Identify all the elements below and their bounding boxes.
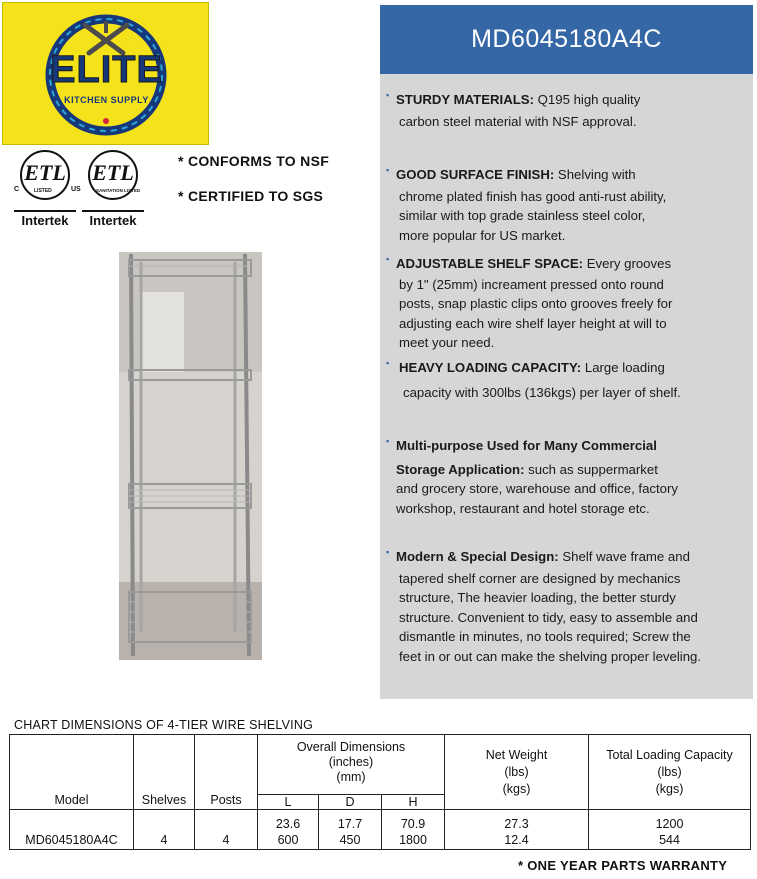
feature-text: carbon steel material with NSF approval. bbox=[399, 113, 637, 129]
header-line: (mm) bbox=[336, 770, 366, 784]
feature-sturdy-materials bbox=[386, 90, 746, 131]
feature-heading: STURDY MATERIALS: bbox=[396, 92, 534, 107]
cell-value-kgs: 12.4 bbox=[504, 833, 529, 847]
feature-text: workshop, restaurant and hotel storage etc. bbox=[396, 500, 650, 516]
header-height: H bbox=[382, 795, 445, 810]
cell-value-mm: 1800 bbox=[399, 833, 427, 847]
wire-shelving-image bbox=[119, 252, 262, 660]
cell-model: MD6045180A4C bbox=[10, 810, 134, 850]
bullet-icon: ▪ bbox=[386, 358, 390, 368]
intertek-label: Intertek bbox=[14, 210, 76, 228]
feature-text: similar with top grade stainless steel color, bbox=[399, 208, 646, 223]
feature-text: by 1" (25mm) increament pressed onto round bbox=[399, 276, 664, 292]
feature-heading: ADJUSTABLE SHELF SPACE: bbox=[396, 256, 584, 271]
header-line: (lbs) bbox=[504, 765, 529, 779]
cell-length bbox=[258, 810, 319, 850]
header-line: Net Weight bbox=[485, 748, 548, 762]
feature-text: meet your need. bbox=[399, 335, 495, 350]
feature-text: structure. Convenient to tidy, easy to assemble and bbox=[399, 609, 698, 625]
feature-heading: GOOD SURFACE FINISH: bbox=[396, 167, 555, 182]
warranty-note: * ONE YEAR PARTS WARRANTY bbox=[518, 858, 728, 873]
feature-text: Shelving with bbox=[554, 167, 636, 182]
feature-text: dismantle in minutes, no tools required; Screw the bbox=[399, 629, 691, 644]
cell-value-mm: 600 bbox=[277, 833, 299, 847]
header-line: (kgs) bbox=[655, 782, 684, 796]
cell-value-in: 70.9 bbox=[400, 817, 426, 831]
header-line: Overall Dimensions bbox=[296, 740, 406, 754]
cell-net-weight bbox=[445, 810, 589, 850]
feature-text: capacity with 300lbs (136kgs) per layer of shelf. bbox=[403, 384, 681, 400]
chart-title: CHART DIMENSIONS OF 4-TIER WIRE SHELVING bbox=[14, 718, 314, 732]
header-line: (inches) bbox=[328, 755, 374, 769]
feature-text: tapered shelf corner are designed by mechanics bbox=[399, 570, 681, 586]
bullet-icon: ▪ bbox=[386, 436, 390, 446]
dimension-table bbox=[9, 734, 751, 850]
etl-mark: ETL bbox=[24, 160, 66, 185]
feature-loading-capacity bbox=[386, 358, 746, 402]
feature-heading-cont: Storage Application: bbox=[396, 461, 525, 477]
feature-text: adjusting each wire shelf layer height at will to bbox=[399, 315, 667, 331]
header-depth: D bbox=[319, 795, 382, 810]
cell-value-lbs: 27.3 bbox=[504, 817, 529, 831]
cell-height bbox=[382, 810, 445, 850]
feature-modern-design bbox=[386, 547, 746, 666]
feature-heading: Multi-purpose Used for Many Commercial bbox=[396, 438, 657, 453]
feature-text: Q195 high quality bbox=[533, 92, 641, 107]
feature-text: Every grooves bbox=[583, 256, 672, 271]
header-overall-dimensions bbox=[258, 735, 445, 795]
header-line: (kgs) bbox=[502, 782, 531, 796]
feature-text: Large loading bbox=[581, 360, 665, 375]
feature-heading: HEAVY LOADING CAPACITY: bbox=[399, 360, 582, 375]
cell-value-kgs: 544 bbox=[659, 833, 680, 847]
cell-depth bbox=[319, 810, 382, 850]
cell-shelves: 4 bbox=[134, 810, 195, 850]
logo-brand: ELITE bbox=[50, 49, 163, 91]
elite-logo bbox=[2, 2, 209, 145]
claim-sgs: * CERTIFIED TO SGS bbox=[178, 188, 324, 204]
cell-value-in: 17.7 bbox=[337, 817, 363, 831]
header-model: Model bbox=[10, 735, 134, 810]
header-capacity bbox=[589, 735, 751, 810]
header-shelves: Shelves bbox=[134, 735, 195, 810]
etl-lower-label: SANITATION LISTED bbox=[96, 188, 141, 193]
feature-heading: Modern & Special Design: bbox=[396, 549, 559, 564]
etl-listed-mark bbox=[14, 150, 81, 230]
intertek-label: Intertek bbox=[82, 210, 144, 228]
feature-text: more popular for US market. bbox=[399, 227, 566, 243]
header-line: (lbs) bbox=[657, 765, 682, 779]
cell-capacity bbox=[589, 810, 751, 850]
etl-left-label: C bbox=[14, 186, 20, 193]
feature-text: posts, snap plastic clips onto grooves freely for bbox=[399, 296, 673, 311]
etl-mark: ETL bbox=[92, 160, 134, 185]
etl-lower-label: LISTED bbox=[34, 188, 52, 194]
claim-nsf: * CONFORMS TO NSF bbox=[178, 153, 330, 169]
bullet-icon: ▪ bbox=[386, 165, 390, 175]
cell-value-lbs: 1200 bbox=[655, 817, 684, 831]
header-length: L bbox=[258, 795, 319, 810]
logo-subtitle: KITCHEN SUPPLY bbox=[64, 95, 149, 105]
header-line: Total Loading Capacity bbox=[606, 748, 733, 762]
feature-text: Shelf wave frame and bbox=[558, 549, 690, 564]
feature-text: feet in or out can make the shelving proper leveling. bbox=[399, 648, 702, 664]
header-posts: Posts bbox=[195, 735, 258, 810]
feature-text: structure, The heavier loading, the better sturdy bbox=[399, 590, 676, 605]
feature-surface-finish bbox=[386, 165, 746, 245]
bullet-icon: ▪ bbox=[386, 254, 390, 264]
feature-multi-purpose bbox=[386, 436, 746, 518]
bullet-icon: ▪ bbox=[386, 547, 390, 557]
etl-sanitation-mark bbox=[82, 150, 142, 230]
header-net-weight bbox=[445, 735, 589, 810]
table-row bbox=[10, 810, 751, 850]
product-photo bbox=[119, 252, 262, 660]
cell-posts: 4 bbox=[195, 810, 258, 850]
etl-right-label: US bbox=[71, 186, 81, 193]
feature-adjustable-shelf bbox=[386, 254, 746, 353]
feature-text: and grocery store, warehouse and office, factory bbox=[396, 481, 678, 496]
feature-text: such as suppermarket bbox=[528, 461, 658, 477]
product-title: MD6045180A4C bbox=[380, 5, 753, 74]
cell-value-in: 23.6 bbox=[275, 817, 301, 831]
feature-text: chrome plated finish has good anti-rust ability, bbox=[399, 188, 667, 204]
cell-value-mm: 450 bbox=[339, 833, 361, 847]
bullet-icon: ▪ bbox=[386, 90, 390, 100]
